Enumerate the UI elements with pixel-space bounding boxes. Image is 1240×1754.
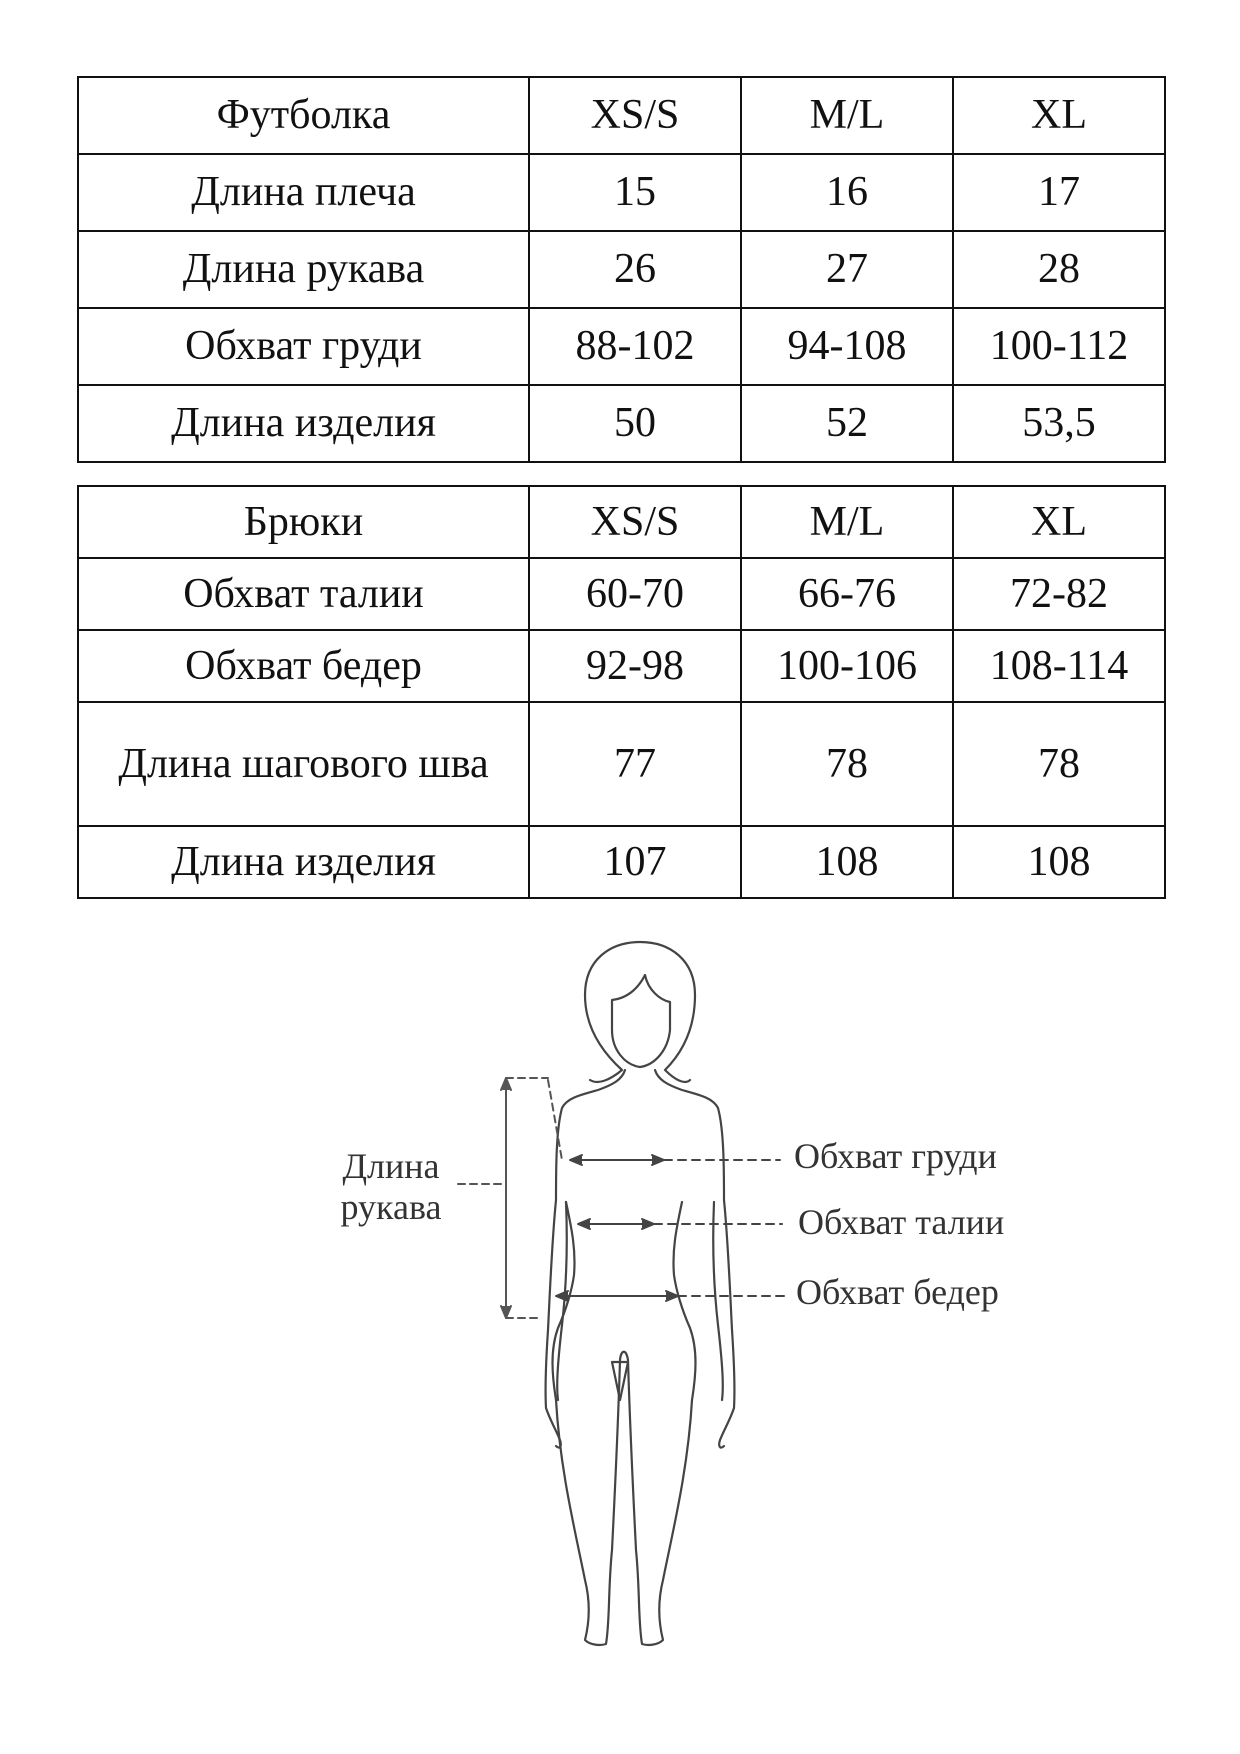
size-header: M/L: [741, 486, 953, 558]
cell: 94-108: [741, 308, 953, 385]
table-header-row: [78, 77, 1165, 154]
table-row: [78, 826, 1165, 898]
cell: 108-114: [953, 630, 1165, 702]
cell: 66-76: [741, 558, 953, 630]
table-row: [78, 154, 1165, 231]
size-header: M/L: [741, 77, 953, 154]
cell: 108: [741, 826, 953, 898]
woman-silhouette-icon: [0, 930, 1240, 1670]
cell: 17: [953, 154, 1165, 231]
size-header: XS/S: [529, 77, 741, 154]
cell: 92-98: [529, 630, 741, 702]
hips-label: Обхват бедер: [796, 1272, 999, 1312]
size-header: XL: [953, 486, 1165, 558]
cell: 100-112: [953, 308, 1165, 385]
pants-size-table: [77, 485, 1166, 899]
cell: 77: [529, 702, 741, 826]
cell: 100-106: [741, 630, 953, 702]
cell: 50: [529, 385, 741, 462]
cell: 107: [529, 826, 741, 898]
row-label: Длина шагового шва: [78, 702, 529, 826]
row-label: Обхват талии: [78, 558, 529, 630]
row-label: Длина изделия: [78, 385, 529, 462]
sleeve-length-label: [336, 1146, 446, 1229]
row-label: Длина изделия: [78, 826, 529, 898]
cell: 78: [953, 702, 1165, 826]
cell: 16: [741, 154, 953, 231]
cell: 27: [741, 231, 953, 308]
cell: 28: [953, 231, 1165, 308]
cell: 72-82: [953, 558, 1165, 630]
cell: 53,5: [953, 385, 1165, 462]
chest-label: Обхват груди: [794, 1136, 997, 1176]
table-row: [78, 308, 1165, 385]
cell: 78: [741, 702, 953, 826]
cell: 88-102: [529, 308, 741, 385]
size-header: XS/S: [529, 486, 741, 558]
table-row: [78, 630, 1165, 702]
table-row: [78, 231, 1165, 308]
table-row: [78, 702, 1165, 826]
waist-label: Обхват талии: [798, 1202, 1005, 1242]
table-title: Брюки: [78, 486, 529, 558]
label-line: рукава: [340, 1187, 442, 1228]
cell: 52: [741, 385, 953, 462]
cell: 108: [953, 826, 1165, 898]
label-line: Длина: [342, 1146, 440, 1186]
table-row: [78, 385, 1165, 462]
row-label: Обхват груди: [78, 308, 529, 385]
table-title: Футболка: [78, 77, 529, 154]
cell: 26: [529, 231, 741, 308]
table-row: [78, 558, 1165, 630]
size-header: XL: [953, 77, 1165, 154]
row-label: Длина рукава: [78, 231, 529, 308]
table-header-row: [78, 486, 1165, 558]
tshirt-size-table: [77, 76, 1166, 463]
row-label: Длина плеча: [78, 154, 529, 231]
row-label: Обхват бедер: [78, 630, 529, 702]
cell: 60-70: [529, 558, 741, 630]
body-measurement-figure: [0, 930, 1240, 1670]
cell: 15: [529, 154, 741, 231]
